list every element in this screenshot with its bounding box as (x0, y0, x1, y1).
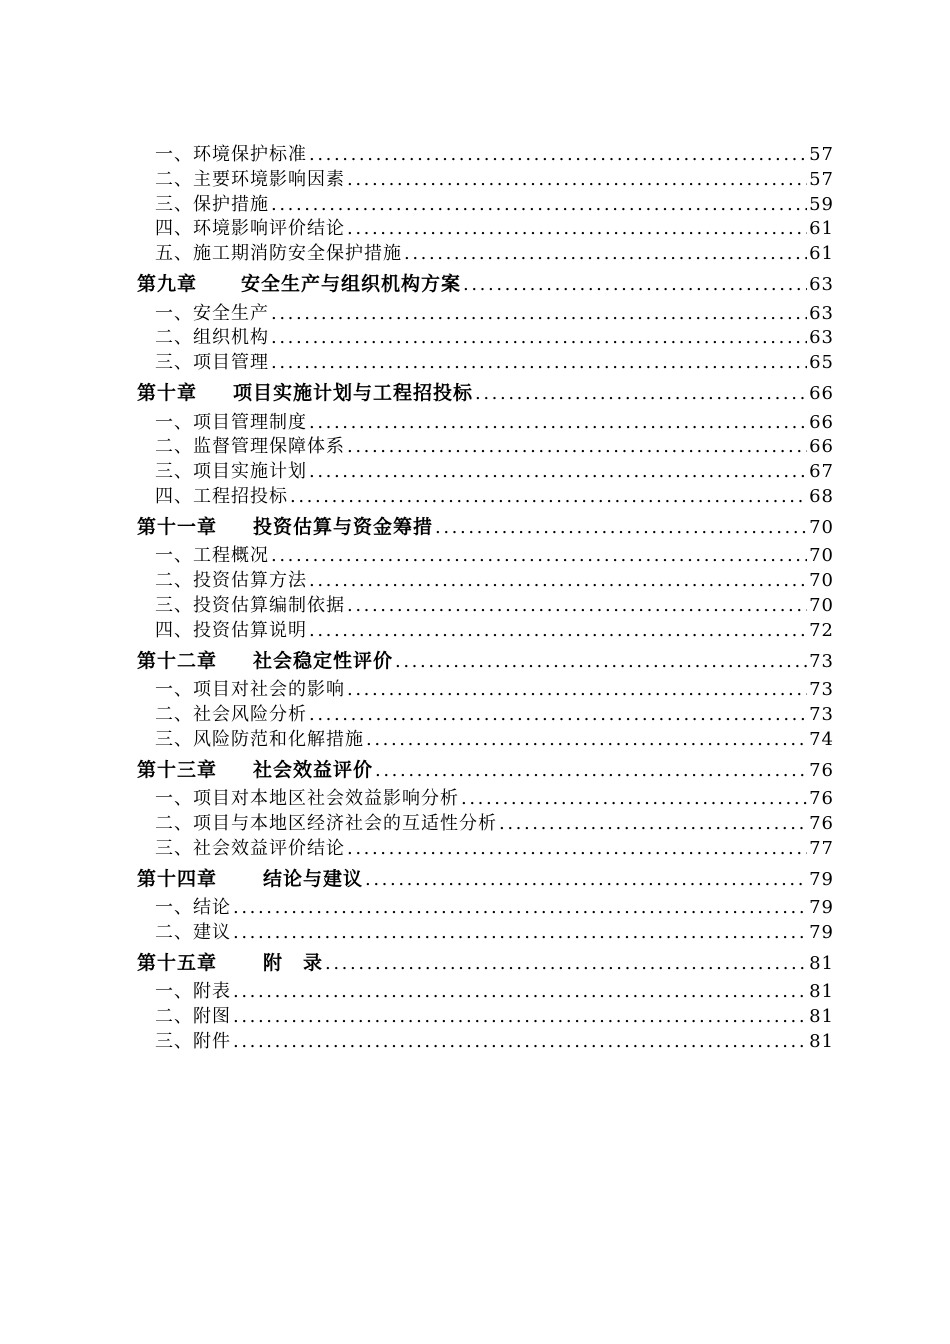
toc-page-number: 59 (809, 193, 834, 215)
toc-chapter-name: 项目实施计划与工程招投标 (233, 381, 474, 404)
toc-section-entry[interactable] (137, 1005, 834, 1030)
toc-chapter-entry[interactable] (137, 946, 834, 981)
toc-section-entry[interactable] (137, 460, 834, 485)
toc-page-number: 70 (809, 545, 834, 567)
toc-page-number: 76 (809, 759, 834, 781)
toc-chapter-title (137, 376, 473, 411)
toc-dot-leader (347, 217, 807, 242)
toc-section-title: 二、主要环境影响因素 (155, 168, 345, 190)
toc-section-entry[interactable] (137, 896, 834, 921)
toc-chapter-number: 第十四章 (137, 867, 218, 890)
toc-section-title: 三、风险防范和化解措施 (155, 728, 364, 750)
toc-dot-leader (271, 351, 807, 376)
toc-section-title: 一、结论 (155, 897, 231, 919)
toc-page-number: 79 (809, 921, 834, 943)
toc-dot-leader (233, 921, 807, 946)
toc-chapter-title (137, 753, 373, 788)
toc-section-entry[interactable] (137, 1030, 834, 1055)
toc-dot-leader (347, 168, 807, 193)
toc-page-number: 72 (809, 619, 834, 641)
toc-page-number: 61 (809, 218, 834, 240)
toc-dot-leader (404, 242, 807, 267)
toc-page-number: 73 (809, 679, 834, 701)
toc-dot-leader (309, 569, 807, 594)
toc-section-title: 二、监督管理保障体系 (155, 436, 345, 458)
toc-section-title: 五、施工期消防安全保护措施 (155, 243, 402, 265)
toc-section-title: 三、社会效益评价结论 (155, 837, 345, 859)
toc-page-number: 66 (809, 382, 834, 404)
toc-section-entry[interactable] (137, 980, 834, 1005)
toc-section-entry[interactable] (137, 326, 834, 351)
toc-chapter-name: 结论与建议 (263, 867, 364, 890)
toc-section-title: 二、建议 (155, 921, 231, 943)
toc-section-title: 二、项目与本地区经济社会的互适性分析 (155, 812, 497, 834)
toc-dot-leader (395, 645, 807, 679)
toc-chapter-entry[interactable] (137, 267, 834, 302)
toc-page-number: 70 (809, 594, 834, 616)
toc-section-entry[interactable] (137, 435, 834, 460)
toc-page-number: 61 (809, 243, 834, 265)
toc-page-number: 65 (809, 352, 834, 374)
toc-section-entry[interactable] (137, 193, 834, 218)
toc-page-number: 63 (809, 273, 834, 295)
toc-section-title: 三、项目管理 (155, 352, 269, 374)
toc-page-number: 81 (809, 981, 834, 1003)
toc-chapter-title (137, 862, 363, 897)
toc-section-entry[interactable] (137, 217, 834, 242)
toc-section-title: 二、投资估算方法 (155, 570, 307, 592)
toc-dot-leader (461, 787, 807, 812)
toc-section-entry[interactable] (137, 787, 834, 812)
toc-section-title: 一、附表 (155, 981, 231, 1003)
toc-chapter-number: 第十一章 (137, 515, 218, 538)
toc-dot-leader (233, 1030, 807, 1055)
toc-page-number: 81 (809, 1006, 834, 1028)
toc-dot-leader (309, 143, 807, 168)
toc-dot-leader (366, 728, 807, 753)
toc-chapter-entry[interactable] (137, 644, 834, 679)
toc-section-title: 一、工程概况 (155, 545, 269, 567)
toc-chapter-title (137, 946, 323, 981)
toc-section-entry[interactable] (137, 351, 834, 376)
toc-section-entry[interactable] (137, 703, 834, 728)
toc-chapter-entry[interactable] (137, 862, 834, 897)
toc-dot-leader (271, 544, 807, 569)
toc-section-title: 一、项目对社会的影响 (155, 679, 345, 701)
toc-section-entry[interactable] (137, 921, 834, 946)
toc-dot-leader (233, 896, 807, 921)
toc-page-number: 66 (809, 411, 834, 433)
toc-dot-leader (271, 302, 807, 327)
toc-page-number: 67 (809, 461, 834, 483)
toc-page-number: 76 (809, 788, 834, 810)
toc-dot-leader (309, 703, 807, 728)
toc-dot-leader (309, 619, 807, 644)
toc-page-number: 63 (809, 302, 834, 324)
toc-chapter-title (137, 510, 433, 545)
toc-page-number: 70 (809, 570, 834, 592)
toc-section-title: 一、项目对本地区社会效益影响分析 (155, 788, 459, 810)
toc-section-title: 三、附件 (155, 1030, 231, 1052)
toc-section-title: 一、安全生产 (155, 302, 269, 324)
toc-section-title: 四、工程招投标 (155, 485, 288, 507)
toc-chapter-number: 第十章 (137, 381, 198, 404)
toc-page-number: 73 (809, 703, 834, 725)
toc-dot-leader (309, 411, 807, 436)
toc-section-title: 二、附图 (155, 1006, 231, 1028)
toc-dot-leader (233, 980, 807, 1005)
toc-page-number: 68 (809, 485, 834, 507)
toc-chapter-entry[interactable] (137, 510, 834, 545)
toc-dot-leader (347, 678, 807, 703)
toc-page-number: 57 (809, 168, 834, 190)
toc-section-title: 一、环境保护标准 (155, 144, 307, 165)
toc-page-number: 79 (809, 897, 834, 919)
toc-dot-leader (347, 435, 807, 460)
toc-chapter-name: 社会稳定性评价 (253, 649, 394, 672)
toc-section-entry[interactable] (137, 242, 834, 267)
toc-section-title: 三、保护措施 (155, 193, 269, 215)
toc-page-number: 81 (809, 952, 834, 974)
toc-section-entry[interactable] (137, 485, 834, 510)
toc-section-title: 四、投资估算说明 (155, 619, 307, 641)
toc-section-title: 四、环境影响评价结论 (155, 218, 345, 240)
toc-dot-leader (290, 485, 807, 510)
toc-dot-leader (233, 1005, 807, 1030)
toc-section-entry[interactable] (137, 812, 834, 837)
toc-dot-leader (375, 754, 807, 788)
toc-chapter-title (137, 267, 461, 302)
toc-page-number: 79 (809, 868, 834, 890)
toc-section-entry[interactable] (137, 168, 834, 193)
toc-chapter-name: 附 录 (263, 951, 324, 974)
toc-dot-leader (347, 594, 807, 619)
toc-section-entry[interactable] (137, 619, 834, 644)
toc-page-number: 73 (809, 650, 834, 672)
toc-page-number: 57 (809, 144, 834, 165)
toc-page-number: 66 (809, 436, 834, 458)
toc-chapter-number: 第十二章 (137, 649, 218, 672)
toc-dot-leader (365, 863, 807, 897)
toc-chapter-name: 投资估算与资金筹措 (253, 515, 434, 538)
toc-section-entry[interactable] (137, 143, 834, 168)
toc-dot-leader (499, 812, 807, 837)
toc-page-number: 74 (809, 728, 834, 750)
toc-section-title: 二、社会风险分析 (155, 703, 307, 725)
toc-dot-leader (271, 193, 807, 218)
toc-dot-leader (463, 268, 807, 302)
toc-section-entry[interactable] (137, 569, 834, 594)
toc-chapter-number: 第十五章 (137, 951, 218, 974)
toc-chapter-title (137, 644, 393, 679)
toc-chapter-entry[interactable] (137, 376, 834, 411)
toc-chapter-number: 第十三章 (137, 758, 218, 781)
toc-dot-leader (475, 377, 807, 411)
toc-section-title: 一、项目管理制度 (155, 411, 307, 433)
toc-section-entry[interactable] (137, 544, 834, 569)
toc-chapter-name: 社会效益评价 (253, 758, 374, 781)
toc-page-number: 77 (809, 837, 834, 859)
toc-page-number: 76 (809, 812, 834, 834)
toc-section-entry[interactable] (137, 302, 834, 327)
toc-dot-leader (435, 511, 807, 545)
toc-section-entry[interactable] (137, 837, 834, 862)
toc-dot-leader (347, 837, 807, 862)
toc-section-entry[interactable] (137, 594, 834, 619)
toc-section-entry[interactable] (137, 728, 834, 753)
toc-chapter-name: 安全生产与组织机构方案 (241, 272, 462, 295)
toc-section-title: 二、组织机构 (155, 327, 269, 349)
toc-section-entry[interactable] (137, 678, 834, 703)
toc-chapter-entry[interactable] (137, 753, 834, 788)
toc-page-number: 63 (809, 327, 834, 349)
toc-section-title: 三、项目实施计划 (155, 461, 307, 483)
toc-section-title: 三、投资估算编制依据 (155, 594, 345, 616)
table-of-contents (137, 143, 834, 1055)
toc-dot-leader (271, 326, 807, 351)
toc-section-entry[interactable] (137, 411, 834, 436)
toc-dot-leader (309, 460, 807, 485)
toc-page-number: 81 (809, 1030, 834, 1052)
toc-chapter-number: 第九章 (137, 272, 198, 295)
toc-dot-leader (325, 947, 807, 981)
toc-page-number: 70 (809, 516, 834, 538)
